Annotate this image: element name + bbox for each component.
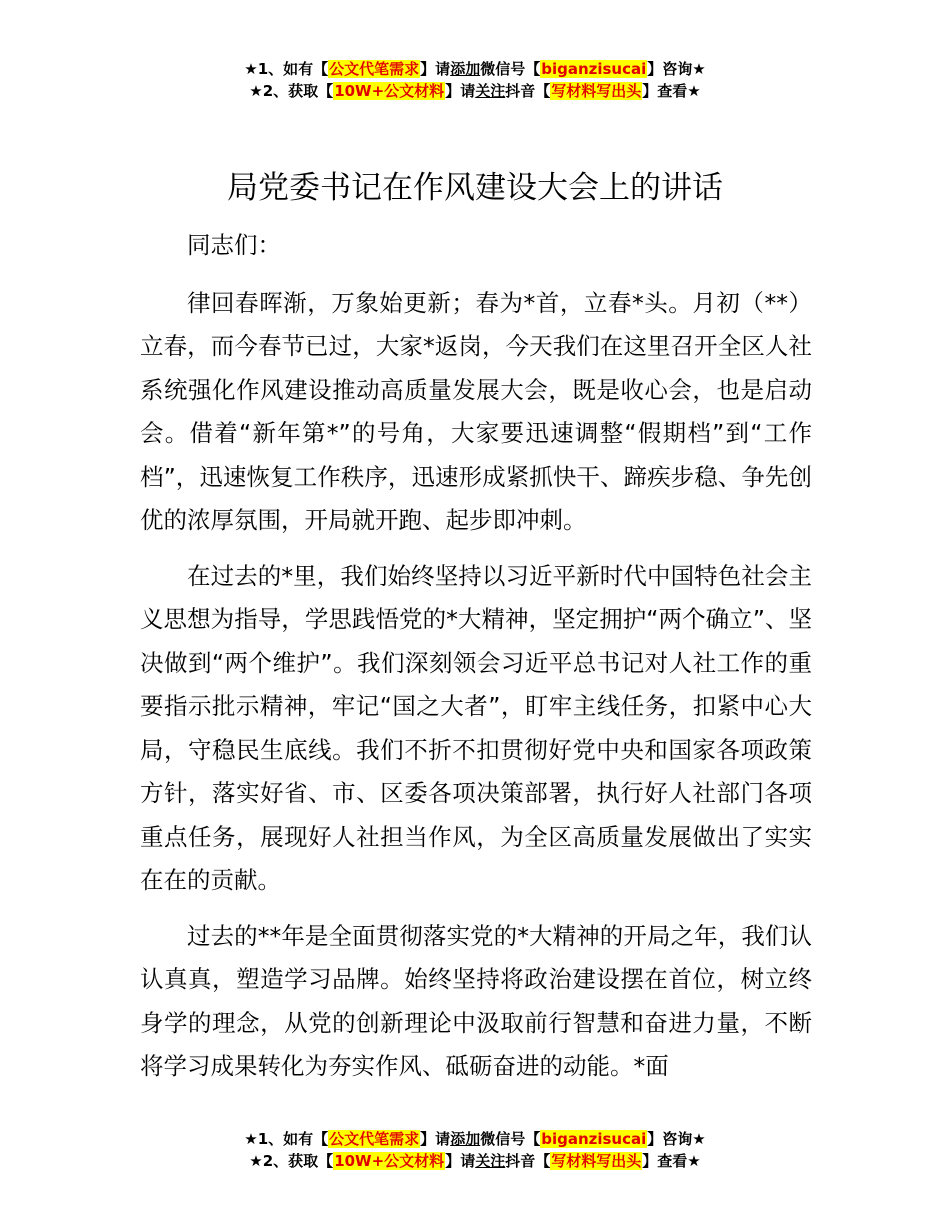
banner-text: 关注 [475, 82, 506, 100]
banner-text: ★1、如有【 [244, 1130, 329, 1148]
footer-banner [0, 1128, 950, 1172]
banner-text: ★2、获取【 [249, 82, 334, 100]
banner-highlight: 10W+公文材料 [334, 82, 445, 100]
banner-text: 】咨询★ [647, 60, 706, 78]
banner-highlight: 公文代笔需求 [329, 60, 420, 78]
document-body [140, 224, 812, 1101]
banner-text: 】请 [420, 60, 451, 78]
banner-line-2 [0, 80, 950, 102]
banner-text: 抖音【 [505, 82, 551, 100]
banner-text: 添加 [450, 60, 481, 78]
header-banner [0, 58, 950, 102]
banner-text: 微信号【 [480, 60, 541, 78]
banner-line-1 [0, 58, 950, 80]
banner-text: 添加 [450, 1130, 481, 1148]
banner-highlight: 公文代笔需求 [329, 1130, 420, 1148]
paragraph: 过去的**年是全面贯彻落实党的*大精神的开局之年，我们认认真真，塑造学习品牌。始终坚持将政治建设摆在首位，树立终身学的理念，从党的创新理论中汲取前行智慧和奋进力量，不断将学习成果转化为夯实作风、砥砺奋进的动能。*面 [140, 921, 812, 1080]
banner-text: ★2、获取【 [249, 1152, 334, 1170]
banner-highlight: biganzisucai [541, 60, 647, 78]
banner-text: 微信号【 [480, 1130, 541, 1148]
banner-text: 】查看★ [642, 82, 701, 100]
banner-text: 】请 [445, 82, 476, 100]
document-title: 局党委书记在作风建设大会上的讲话 [227, 170, 723, 206]
banner-text: 】查看★ [642, 1152, 701, 1170]
banner-highlight: 写材料写出头 [551, 1152, 642, 1170]
banner-text: 】请 [445, 1152, 476, 1170]
greeting: 同志们： [187, 231, 281, 259]
banner-text: ★1、如有【 [244, 60, 329, 78]
banner-text: 】咨询★ [647, 1130, 706, 1148]
banner-highlight: biganzisucai [541, 1130, 647, 1148]
banner-line-2 [0, 1150, 950, 1172]
banner-highlight: 写材料写出头 [551, 82, 642, 100]
banner-text: 】请 [420, 1130, 451, 1148]
banner-highlight: 10W+公文材料 [334, 1152, 445, 1170]
banner-text: 关注 [475, 1152, 506, 1170]
banner-text: 抖音【 [505, 1152, 551, 1170]
paragraph: 律回春晖渐，万象始更新；春为*首，立春*头。月初（**）立春，而今春节已过，大家*返岗，今天我们在这里召开全区人社系统强化作风建设推动高质量发展大会，既是收心会，也是启动会。借着“新年第*”的号角，大家要迅速调整“假期档”到“工作档”，迅速恢复工作秩序，迅速形成紧抓快干、蹄疾步稳、争先创优的浓厚氛围，开局就开跑、起步即冲刺。 [140, 288, 812, 534]
paragraph: 在过去的*里，我们始终坚持以习近平新时代中国特色社会主义思想为指导，学思践悟党的*大精神，坚定拥护“两个确立”、坚决做到“两个维护”。我们深刻领会习近平总书记对人社工作的重要指示批示精神，牢记“国之大者”，盯牢主线任务，扣紧中心大局，守稳民生底线。我们不折不扣贯彻好党中央和国家各项政策方针，落实好省、市、区委各项决策部署，执行好人社部门各项重点任务，展现好人社担当作风，为全区高质量发展做出了实实在在的贡献。 [140, 561, 812, 894]
banner-line-1 [0, 1128, 950, 1150]
